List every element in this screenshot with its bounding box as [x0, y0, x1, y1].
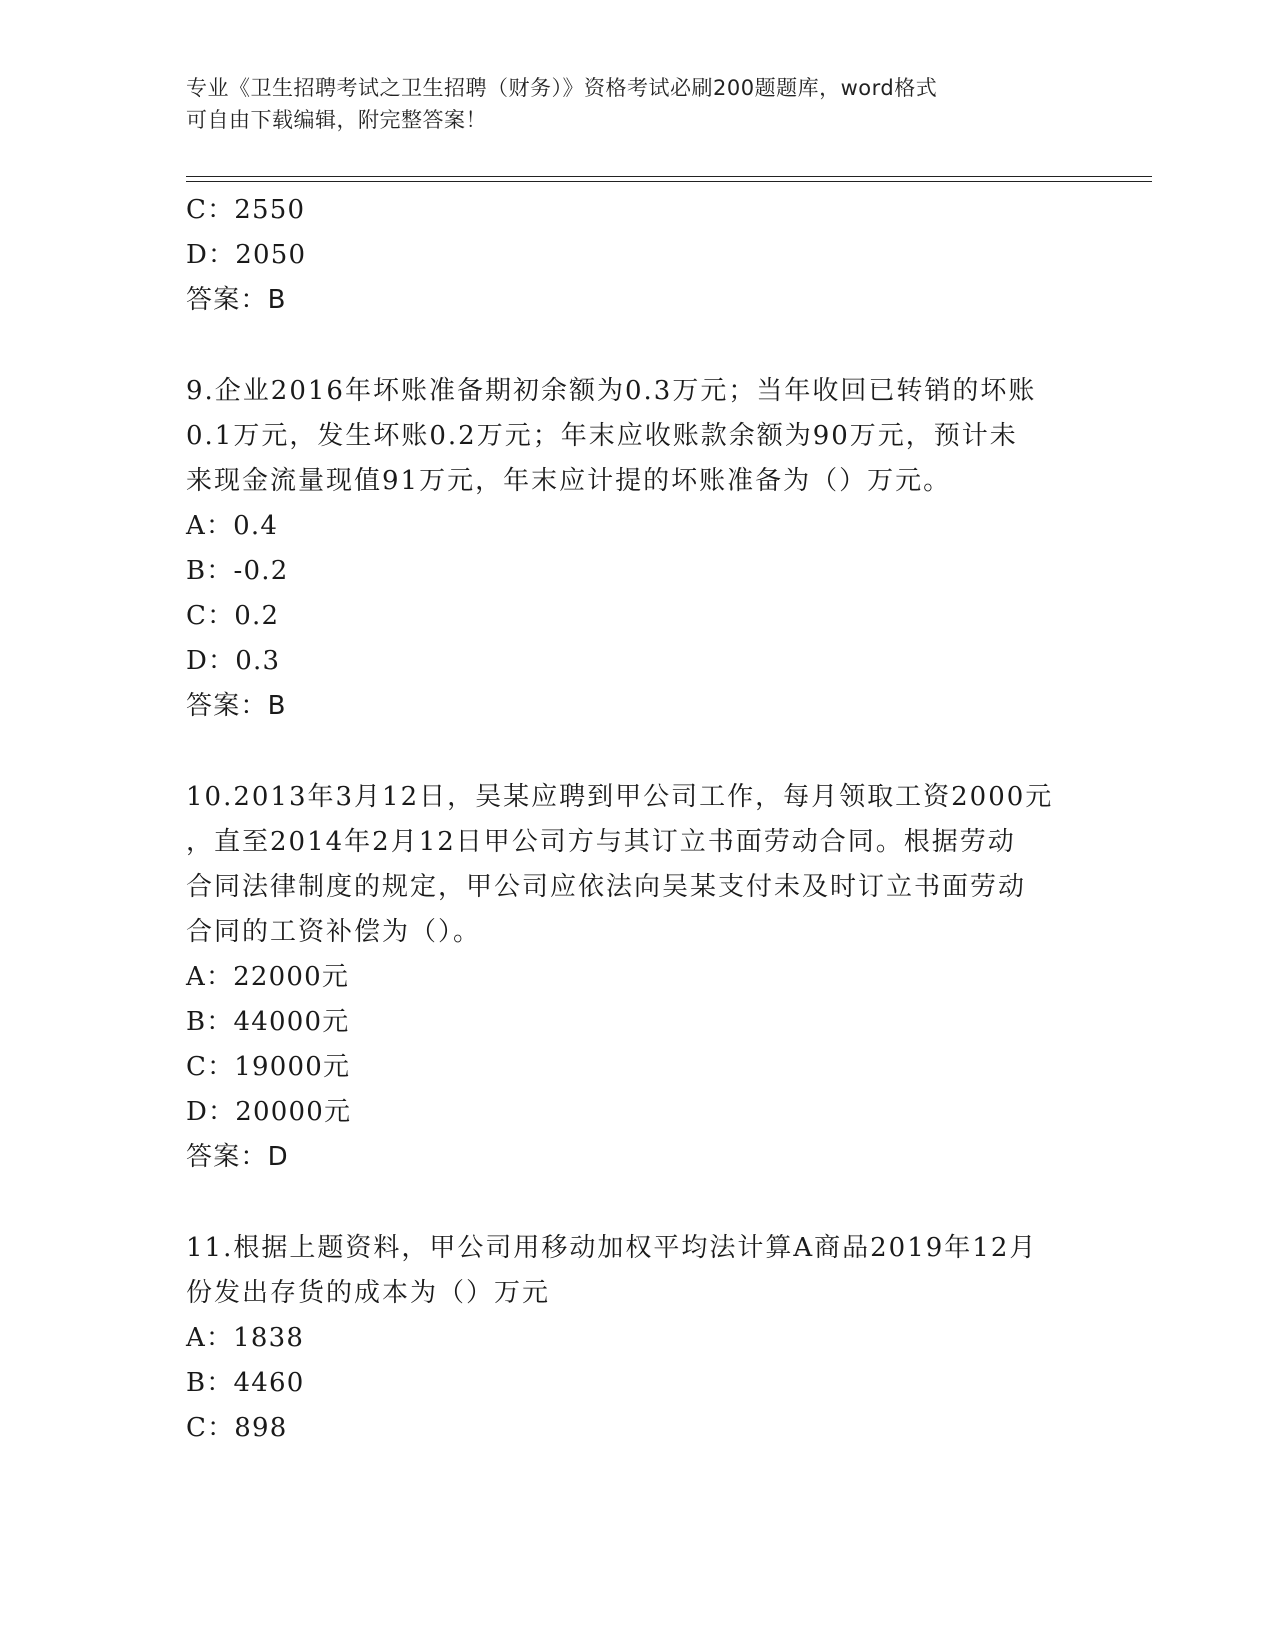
question-text-line: 合同法律制度的规定，甲公司应依法向吴某支付未及时订立书面劳动 — [186, 872, 1027, 902]
header-divider-top — [186, 176, 1152, 177]
option-a: A：0.4 — [186, 511, 279, 541]
option-a: A：1838 — [186, 1323, 305, 1353]
question-11 — [186, 1226, 1086, 1451]
question-text-line: 合同的工资补偿为（）。 — [186, 917, 482, 947]
question-text-line: 份发出存货的成本为（）万元 — [186, 1278, 551, 1308]
question-text — [186, 1226, 1086, 1316]
option-a: A：22000元 — [186, 962, 350, 992]
question-text-line: 0.1万元，发生坏账0.2万元；年末应收账款余额为90万元，预计未 — [186, 421, 1018, 451]
option-b: B：44000元 — [186, 1007, 350, 1037]
option-b: B：4460 — [186, 1368, 305, 1398]
question-8-tail — [186, 188, 1086, 323]
question-text-line: 10.2013年3月12日，吴某应聘到甲公司工作，每月领取工资2000元 — [186, 782, 1054, 812]
question-text-line: 9.企业2016年坏账准备期初余额为0.3万元；当年收回已转销的坏账 — [186, 376, 1037, 406]
header-title-line-2: 可自由下载编辑，附完整答案！ — [186, 108, 487, 132]
answer-line: 答案：B — [186, 691, 287, 721]
spacer — [186, 729, 1086, 775]
option-c: C：898 — [186, 1413, 288, 1443]
question-text-line: ，直至2014年2月12日甲公司方与其订立书面劳动合同。根据劳动 — [186, 827, 1016, 857]
answer-line: 答案：D — [186, 1142, 289, 1172]
option-d: D：2050 — [186, 240, 307, 270]
header-title-line-1: 专业《卫生招聘考试之卫生招聘（财务）》资格考试必刷200题题库，word格式 — [186, 76, 938, 100]
question-text — [186, 369, 1086, 504]
header-divider-bottom — [186, 181, 1152, 182]
question-10 — [186, 775, 1086, 1180]
question-text — [186, 775, 1086, 955]
option-d: D：20000元 — [186, 1097, 352, 1127]
question-text-line: 来现金流量现值91万元，年末应计提的坏账准备为（）万元。 — [186, 466, 952, 496]
option-b: B：-0.2 — [186, 556, 289, 586]
spacer — [186, 323, 1086, 369]
question-9 — [186, 369, 1086, 729]
option-c: C：2550 — [186, 195, 306, 225]
question-text-line: 11.根据上题资料，甲公司用移动加权平均法计算A商品2019年12月 — [186, 1233, 1038, 1263]
option-d: D：0.3 — [186, 646, 281, 676]
answer-line: 答案：B — [186, 285, 287, 315]
question-content — [186, 188, 1086, 1451]
option-c: C：19000元 — [186, 1052, 351, 1082]
option-c: C：0.2 — [186, 601, 280, 631]
document-header — [186, 72, 1066, 136]
spacer — [186, 1180, 1086, 1226]
